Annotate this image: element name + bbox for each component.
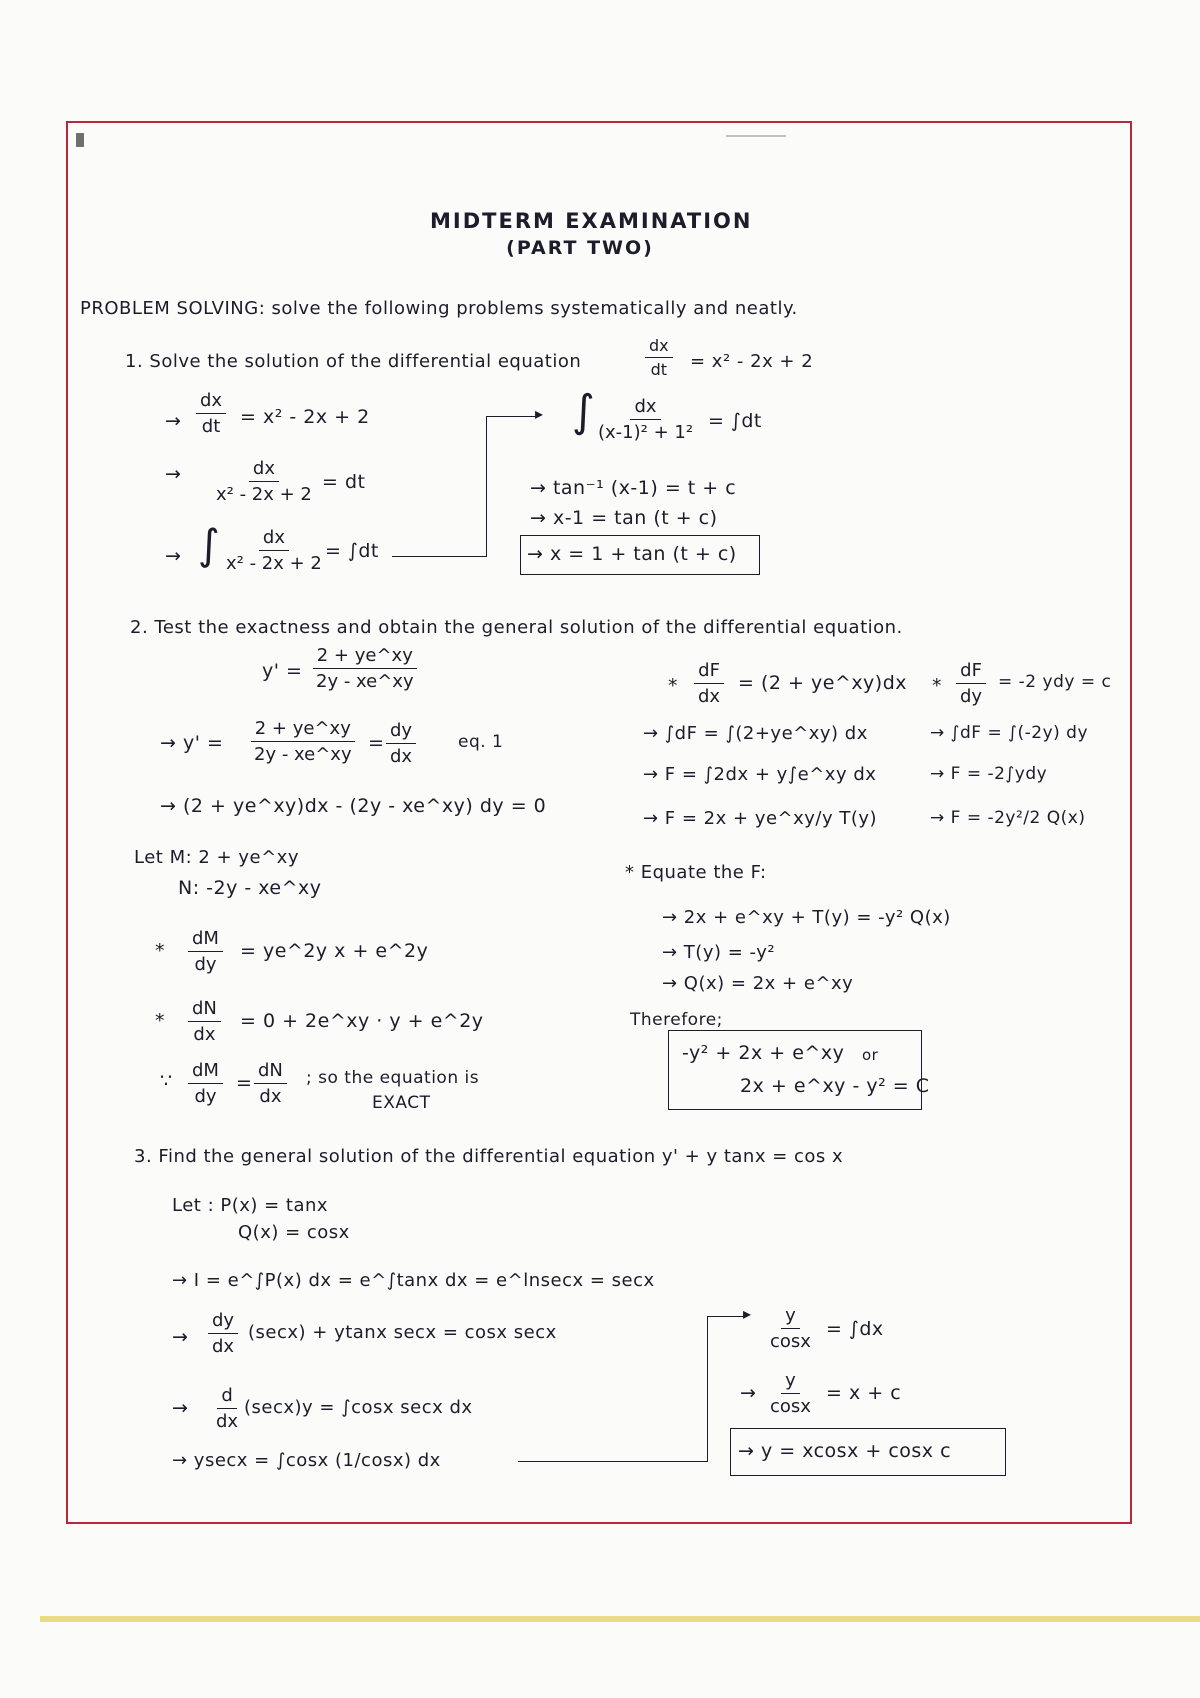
problem1-step-r3: → x-1 = tan (t + c) [530,507,718,529]
problem2-e3: → Q(x) = 2x + e^xy [662,973,854,994]
fraction-numerator: dx [259,527,289,551]
fraction-numerator: y [781,1370,800,1394]
instructions: PROBLEM SOLVING: solve the following problems systematically and neatly. [80,298,798,319]
fraction-numerator: dM [188,928,223,952]
problem2-since-dn [254,1060,287,1107]
problem2-dn-rhs: = 0 + 2e^xy · y + e^2y [240,1010,484,1032]
problem3-step3-fraction [212,1385,242,1432]
problem2-answer-or: or [862,1046,879,1064]
fraction-denominator: dx [259,1086,282,1107]
arrow-icon: → [165,463,182,485]
fraction-denominator: dx [698,686,721,707]
fraction-denominator: 2y - xe^xy [254,744,352,765]
problem2-answer-line1: -y² + 2x + e^xy [682,1042,845,1064]
fraction-numerator: dF [956,660,986,684]
problem3-right2-rhs: = x + c [826,1382,902,1404]
problem1-answer: → x = 1 + tan (t + c) [527,543,737,565]
problem1-statement-fraction [645,336,673,379]
star-bullet: * [668,675,678,697]
problem1-step-r2: → tan⁻¹ (x-1) = t + c [530,477,737,499]
problem2-since-text: ; so the equation is [306,1068,480,1088]
problem1-step3-fraction [222,527,326,574]
arrow-icon: → [165,545,182,567]
problem1-step1-fraction [196,390,226,437]
fraction-numerator: 2 + ye^xy [251,718,355,742]
problem3-right1-fraction [766,1305,815,1352]
problem2-g3: → F = -2∫ydy [930,764,1048,784]
problem3-step2-fraction [208,1310,238,1357]
fraction-numerator: dx [645,336,673,358]
fraction-numerator: y [781,1305,800,1329]
fraction-denominator: dx [390,746,413,767]
arrow-icon: ▸ [535,404,544,423]
problem2-rearranged: → (2 + ye^xy)dx - (2y - xe^xy) dy = 0 [160,795,547,817]
fraction-numerator: dF [694,660,724,684]
problem2-therefore: Therefore; [630,1010,723,1030]
fraction-numerator: d [217,1385,236,1409]
problem3-answer: → y = xcosx + cosx c [738,1440,952,1462]
problem1-statement: 1. Solve the solution of the differential equation [125,351,582,372]
fraction-denominator: dy [960,686,983,707]
problem2-eq1-dydx [386,720,416,767]
problem1-right-rhs: = ∫dt [708,410,762,432]
problem3-let-p: Let : P(x) = tanx [172,1195,329,1216]
problem3-statement: 3. Find the general solution of the differential equation y' + y tanx = cos x [134,1146,844,1167]
problem2-let-n: N: -2y - xe^xy [178,877,322,899]
fraction-denominator: dt [650,360,668,379]
problem3-right1-rhs: = ∫dx [826,1318,884,1340]
exam-title: MIDTERM EXAMINATION [430,209,753,233]
problem2-dfdy-fraction [956,660,986,707]
integral-sign: ∫ [198,520,221,569]
problem2-eq1-fraction [250,718,356,765]
problem2-let-m: Let M: 2 + ye^xy [134,847,299,868]
problem2-f4: → F = 2x + ye^xy/y T(y) [643,808,878,829]
problem2-given-fraction [312,645,418,692]
fraction-denominator: dt [201,416,221,437]
problem2-given-lhs: y' = [262,660,303,682]
page-edge-strip [40,1616,1200,1622]
fraction-denominator: dx [193,1024,216,1045]
problem2-f2: → ∫dF = ∫(2+ye^xy) dx [643,723,868,744]
problem3-step4: → ysecx = ∫cosx (1/cosx) dx [172,1450,441,1471]
fraction-denominator: (x-1)² + 1² [598,422,694,443]
problem2-g1-rhs: = -2 ydy = c [998,672,1112,692]
since-symbol: ∵ [160,1070,173,1092]
fraction-denominator: cosx [770,1331,811,1352]
problem2-g4: → F = -2y²/2 Q(x) [930,808,1086,828]
fraction-numerator: dN [254,1060,287,1084]
star-bullet: * [155,1010,165,1032]
problem2-e2: → T(y) = -y² [662,942,776,963]
fraction-numerator: dM [188,1060,223,1084]
equals-sign: = [236,1072,253,1094]
arrow-icon: → [740,1382,757,1404]
eq-label: eq. 1 [458,732,504,752]
problem2-dm-rhs: = ye^2y x + e^2y [240,940,429,962]
fraction-denominator: dx [212,1336,235,1357]
star-bullet: * [155,940,165,962]
top-smudge [726,135,786,137]
problem3-step2-rhs: (secx) + ytanx secx = cosx secx [248,1322,557,1343]
fraction-denominator: x² - 2x + 2 [226,553,322,574]
problem2-g2: → ∫dF = ∫(-2y) dy [930,723,1089,743]
problem2-e1: → 2x + e^xy + T(y) = -y² Q(x) [662,907,951,928]
fraction-denominator: dx [216,1411,239,1432]
problem1-step2-rhs: = dt [322,471,366,493]
problem3-right2-fraction [766,1370,815,1417]
problem2-since-dm [188,1060,223,1107]
problem1-step2-fraction [212,458,316,505]
problem2-eq1-lhs: → y' = [160,732,224,754]
integral-sign: ∫ [572,386,596,437]
fraction-numerator: dx [630,396,660,420]
connector-line [486,416,538,417]
exam-subtitle: (PART TWO) [506,237,654,259]
arrow-icon: → [172,1326,189,1348]
problem2-dn-fraction [188,998,221,1045]
fraction-numerator: dy [208,1310,238,1334]
problem2-answer-line2: 2x + e^xy - y² = C [740,1075,930,1097]
problem2-equate: * Equate the F: [625,862,767,883]
connector-line [707,1316,747,1317]
fraction-numerator: dx [196,390,226,414]
fraction-numerator: dx [249,458,279,482]
connector-line [486,416,487,556]
fraction-denominator: x² - 2x + 2 [216,484,312,505]
problem2-exact: EXACT [372,1093,431,1113]
fraction-numerator: 2 + ye^xy [313,645,417,669]
problem3-step3-rhs: (secx)y = ∫cosx secx dx [244,1397,473,1418]
problem3-step1: → I = e^∫P(x) dx = e^∫tanx dx = e^lnsecx = secx [172,1270,655,1291]
top-smudge [76,133,84,147]
problem1-statement-rhs: = x² - 2x + 2 [690,351,814,372]
fraction-denominator: dy [194,954,217,975]
fraction-denominator: 2y - xe^xy [316,671,414,692]
problem2-dm-fraction [188,928,223,975]
connector-line [707,1316,708,1462]
arrow-icon: → [165,410,182,432]
arrow-icon: ▸ [743,1304,752,1323]
fraction-denominator: cosx [770,1396,811,1417]
problem1-step3-rhs: = ∫dt [325,540,379,562]
fraction-denominator: dy [194,1086,217,1107]
problem1-right-fraction [594,396,697,443]
problem2-f1-rhs: = (2 + ye^xy)dx [738,672,908,694]
fraction-numerator: dy [386,720,416,744]
connector-line [518,1461,708,1462]
problem2-statement: 2. Test the exactness and obtain the general solution of the differential equation. [130,617,903,638]
arrow-icon: → [172,1397,189,1419]
problem2-dfdx-fraction [694,660,724,707]
equals-sign: = [368,732,385,754]
problem3-let-q: Q(x) = cosx [238,1222,350,1243]
problem1-step1-rhs: = x² - 2x + 2 [240,406,370,428]
fraction-numerator: dN [188,998,221,1022]
connector-line [392,556,487,557]
star-bullet: * [932,675,942,697]
problem2-f3: → F = ∫2dx + y∫e^xy dx [643,764,877,785]
